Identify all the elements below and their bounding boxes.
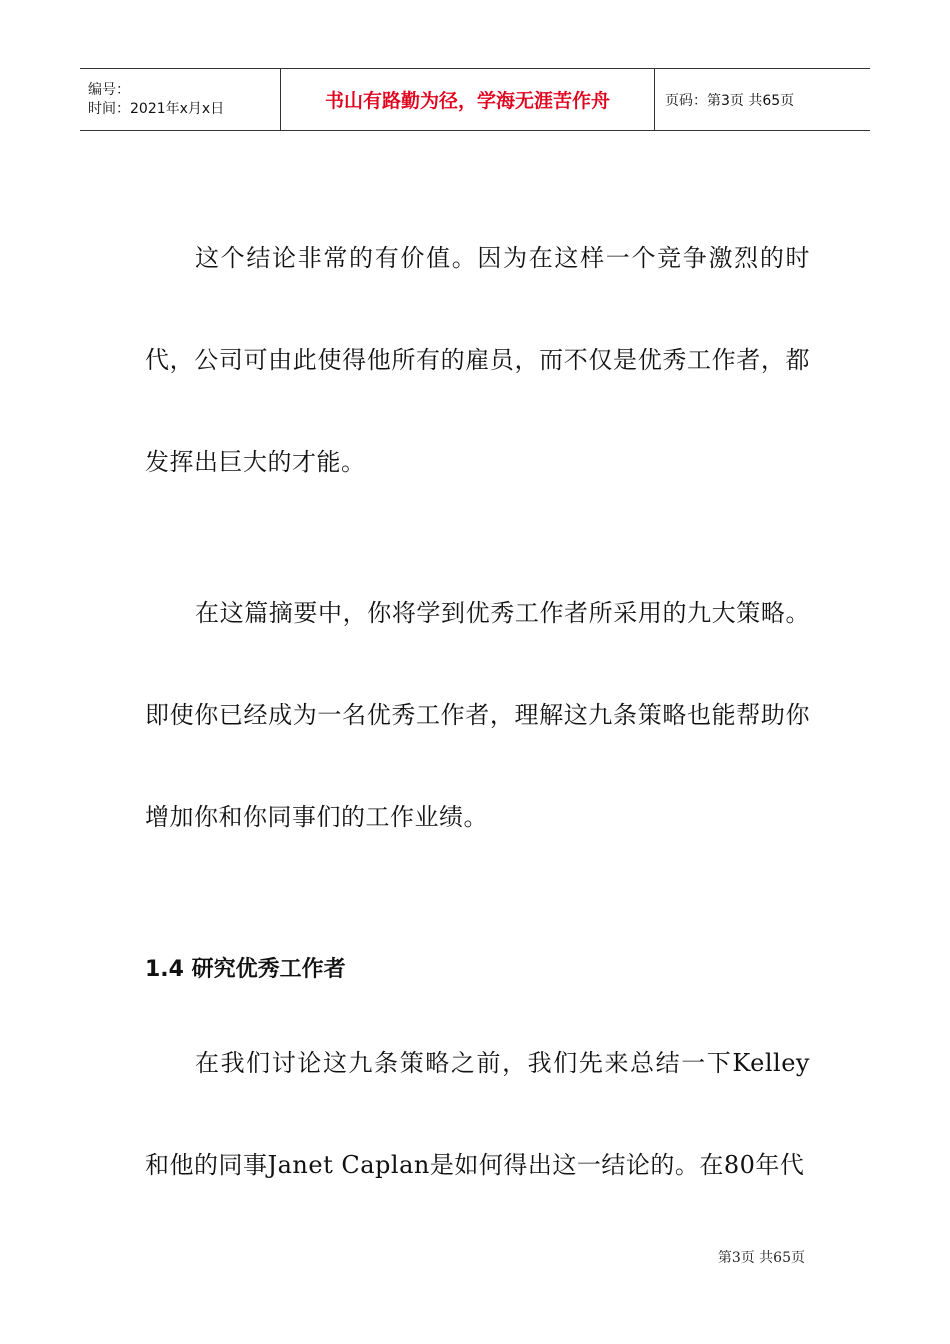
body-paragraph-2: 在这篇摘要中，你将学到优秀工作者所采用的九大策略。即使你已经成为一名优秀工作者，理解这九条策略也能帮助你增加你和你同事们的工作业绩。 [145, 599, 810, 831]
body-paragraph-1: 这个结论非常的有价值。因为在这样一个竞争激烈的时代，公司可由此使得他所有的雇员，而不仅是优秀工作者，都发挥出巨大的才能。 [145, 244, 810, 476]
header-motto: 书山有路勤为径，学海无涯苦作舟 [281, 69, 655, 130]
section-heading: 1.4 研究优秀工作者 [145, 957, 346, 982]
document-number-label: 编号： [88, 81, 130, 98]
header-page-label: 页码：第3页 共65页 [665, 92, 795, 109]
page-footer-number: 第3页 共65页 [717, 1250, 805, 1266]
document-date-label: 时间：2021年x月x日 [88, 100, 225, 117]
page-header [80, 68, 870, 131]
body-paragraph-3: 在我们讨论这九条策略之前，我们先来总结一下Kelley和他的同事Janet Caplan是如何得出这一结论的。在80年代 [145, 1049, 810, 1179]
header-meta [80, 69, 281, 130]
